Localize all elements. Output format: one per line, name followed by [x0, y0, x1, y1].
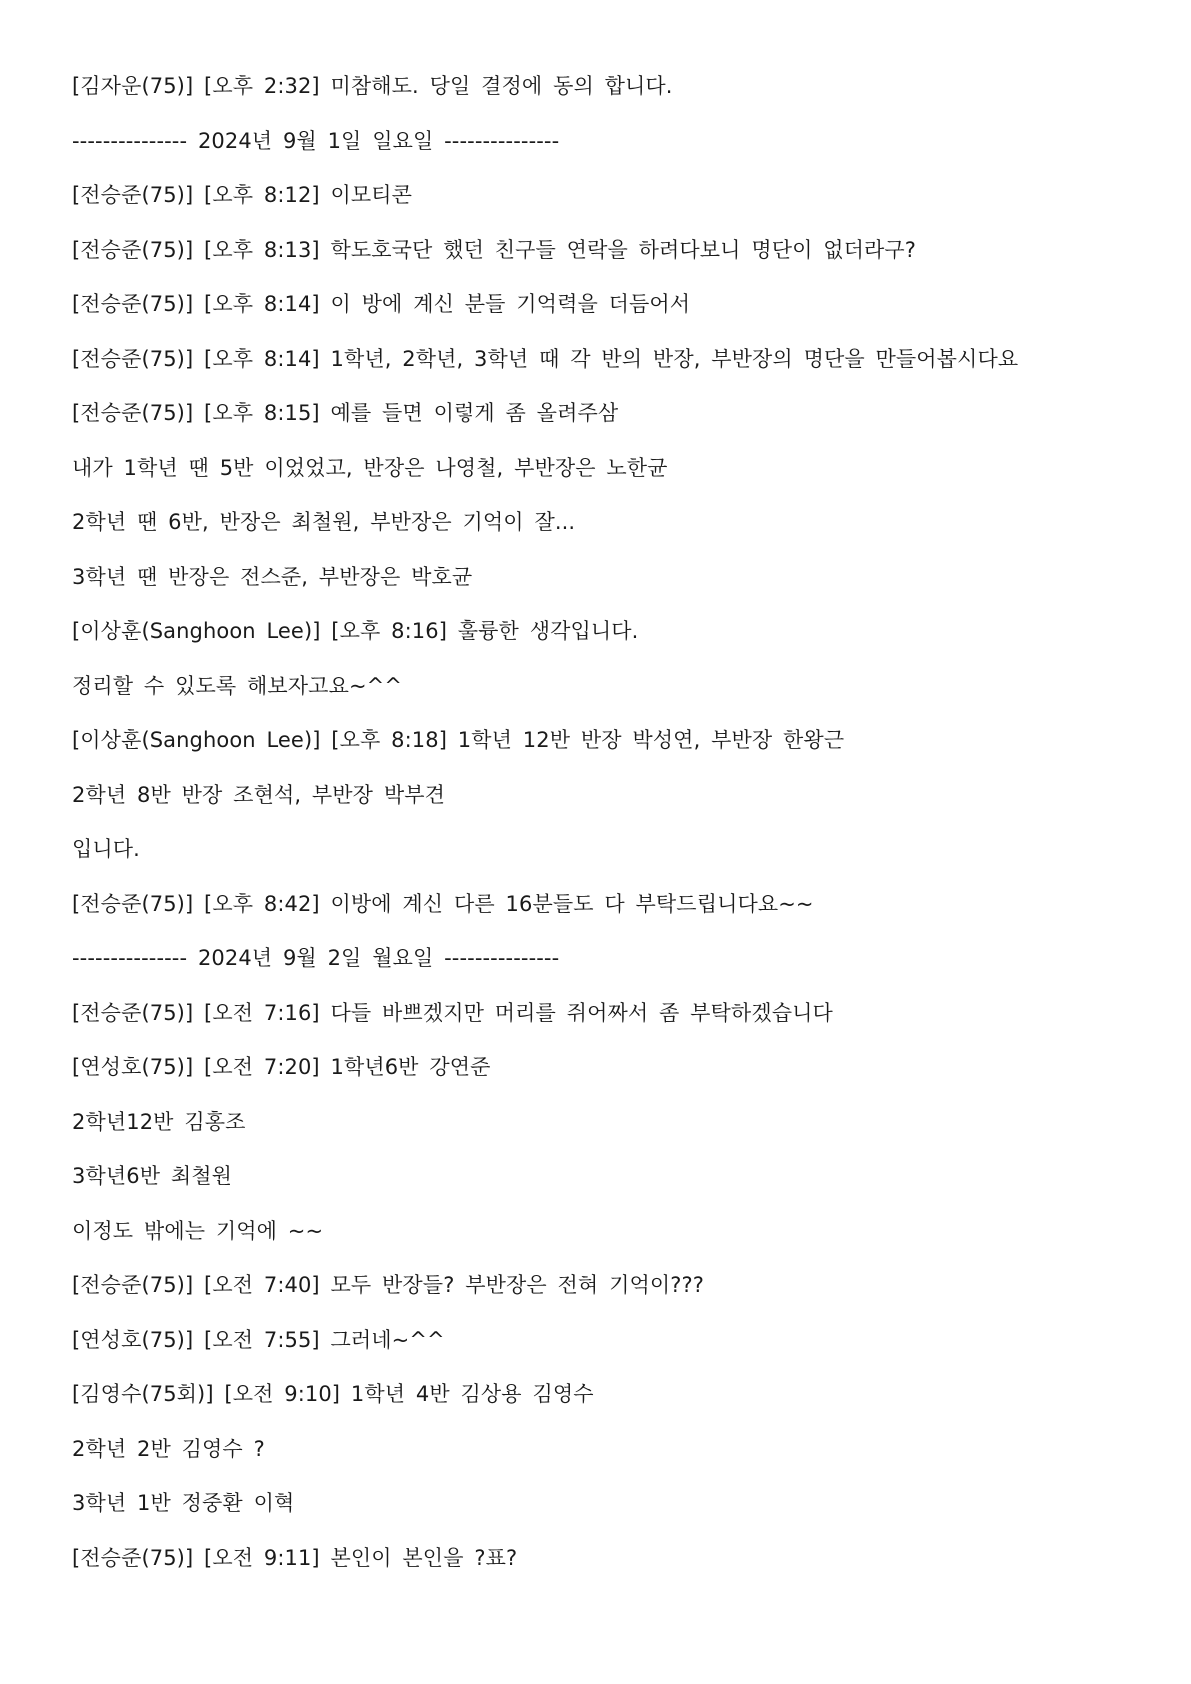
- chat-line: [전승준(75)] [오전 7:16] 다들 바쁘겠지만 머리를 쥐어짜서 좀 부탁하겠습니다: [72, 1000, 833, 1025]
- chat-line: 3학년 1반 정중환 이혁: [72, 1491, 295, 1515]
- chat-line: [전승준(75)] [오후 8:14] 이 방에 계신 분들 기억력을 더듬어서: [72, 292, 691, 316]
- chat-line: 정리할 수 있도록 해보자고요~^^: [72, 673, 403, 698]
- chat-line: [김자운(75)] [오후 2:32] 미참해도. 당일 결정에 동의 합니다.: [72, 74, 673, 98]
- chat-line: 2학년12반 김홍조: [72, 1109, 246, 1134]
- chat-line: [전승준(75)] [오전 9:11] 본인이 본인을 ?표?: [72, 1545, 518, 1570]
- chat-line: [전승준(75)] [오전 7:40] 모두 반장들? 부반장은 전혀 기억이???: [72, 1273, 704, 1297]
- chat-log: [72, 72, 1132, 1598]
- chat-line: [이상훈(Sanghoon Lee)] [오후 8:18] 1학년 12반 반장 박성연, 부반장 한왕근: [72, 728, 845, 752]
- chat-line: [전승준(75)] [오후 8:15] 예를 들면 이렇게 좀 올려주삼: [72, 401, 619, 425]
- chat-line: [전승준(75)] [오후 8:12] 이모티콘: [72, 183, 413, 207]
- chat-line: 3학년6반 최철원: [72, 1164, 233, 1188]
- chat-line: 2학년 8반 반장 조현석, 부반장 박부견: [72, 782, 445, 807]
- chat-line: [연성호(75)] [오전 7:20] 1학년6반 강연준: [72, 1055, 491, 1079]
- chat-line: 내가 1학년 땐 5반 이었었고, 반장은 나영철, 부반장은 노한균: [72, 455, 668, 480]
- chat-line: [이상훈(Sanghoon Lee)] [오후 8:16] 훌륭한 생각입니다.: [72, 619, 639, 643]
- date-separator: --------------- 2024년 9월 2일 월요일 ---------------: [72, 946, 560, 970]
- chat-line: [전승준(75)] [오후 8:42] 이방에 계신 다른 16분들도 다 부탁드립니다요~~: [72, 891, 814, 916]
- chat-line: 3학년 땐 반장은 전스준, 부반장은 박호균: [72, 564, 473, 589]
- date-separator: --------------- 2024년 9월 1일 일요일 ---------------: [72, 128, 560, 153]
- chat-line: [연성호(75)] [오전 7:55] 그러네~^^: [72, 1327, 445, 1352]
- chat-line: 이정도 밖에는 기억에 ~~: [72, 1218, 324, 1243]
- chat-line: [전승준(75)] [오후 8:13] 학도호국단 했던 친구들 연락을 하려다보니 명단이 없더라구?: [72, 237, 917, 262]
- chat-line: 입니다.: [72, 837, 140, 861]
- chat-line: 2학년 2반 김영수 ?: [72, 1436, 265, 1461]
- chat-line: [전승준(75)] [오후 8:14] 1학년, 2학년, 3학년 때 각 반의 반장, 부반장의 명단을 만들어봅시다요: [72, 346, 1019, 371]
- chat-line: [김영수(75회)] [오전 9:10] 1학년 4반 김상용 김영수: [72, 1382, 594, 1406]
- chat-line: 2학년 땐 6반, 반장은 최철원, 부반장은 기억이 잘...: [72, 510, 576, 534]
